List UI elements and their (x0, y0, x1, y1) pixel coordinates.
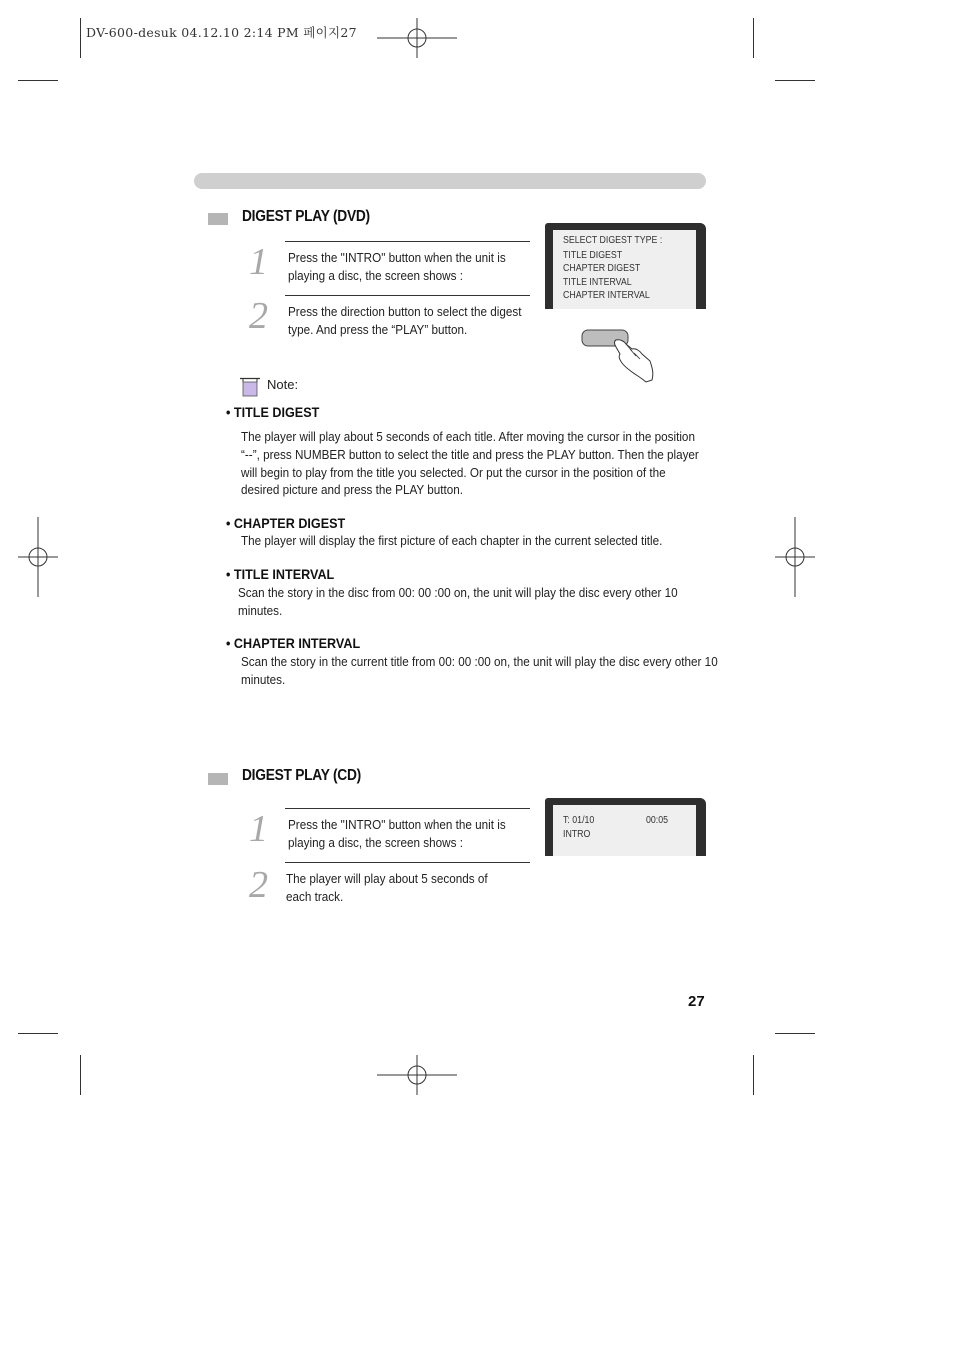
section-title-cd: DIGEST PLAY (CD) (242, 767, 361, 784)
osd-header: SELECT DIGEST TYPE : (563, 235, 663, 246)
step-number: 2 (249, 295, 268, 337)
note-icon (239, 377, 261, 398)
crop-mark (18, 1033, 58, 1034)
bullet-text: The player will play about 5 seconds of each title. After moving the cursor in the position “--”, press NUMBER button to select the title and press the PLAY button. Then the player will begin to play from the title you selected. Or put the cursor in the position of the desired picture and press the PLAY button. (241, 429, 699, 498)
crop-mark (753, 18, 754, 58)
osd-screen-dvd (545, 223, 706, 309)
osd-time: 00:05 (646, 815, 669, 826)
step-divider (285, 241, 530, 242)
registration-mark (775, 517, 815, 597)
registration-mark (18, 517, 58, 597)
step-number: 1 (249, 808, 268, 850)
registration-mark (377, 1055, 457, 1095)
step-number: 1 (249, 241, 268, 283)
bullet-heading: • TITLE INTERVAL (226, 566, 335, 582)
step-text: Press the direction button to select the digest type. And press the “PLAY” button. (288, 304, 522, 337)
top-bar (194, 173, 706, 189)
bullet-text: Scan the story in the current title from 00: 00 :00 on, the unit will play the disc every other 10 minutes. (241, 654, 718, 687)
crop-mark (753, 1055, 754, 1095)
step-text: The player will play about 5 seconds of each track. (286, 871, 488, 904)
bullet-heading: • CHAPTER INTERVAL (226, 635, 361, 651)
note-label: Note: (267, 377, 299, 392)
bullet-text: The player will display the first picture of each chapter in the current selected title. (241, 533, 663, 548)
step-text: Press the "INTRO" button when the unit is playing a disc, the screen shows : (288, 250, 506, 283)
crop-mark (18, 80, 58, 81)
step-text: Press the "INTRO" button when the unit is playing a disc, the screen shows : (288, 817, 506, 850)
crop-mark (80, 1055, 81, 1095)
bullet-heading: • CHAPTER DIGEST (226, 515, 346, 531)
bullet-text: Scan the story in the disc from 00: 00 :00 on, the unit will play the disc every other 10 minutes. (238, 585, 678, 618)
osd-item: TITLE DIGEST (563, 250, 623, 261)
registration-mark (377, 18, 457, 58)
hand-press-icon (580, 327, 660, 385)
page-number: 27 (688, 993, 705, 1010)
section-marker (208, 773, 228, 785)
osd-item: CHAPTER INTERVAL (563, 290, 650, 301)
crop-mark (80, 18, 81, 58)
bullet-heading: • TITLE DIGEST (226, 404, 320, 420)
osd-track: T: 01/10 (563, 815, 595, 826)
crop-mark (775, 80, 815, 81)
step-divider (285, 862, 530, 863)
crop-mark (775, 1033, 815, 1034)
osd-item: CHAPTER DIGEST (563, 263, 641, 274)
osd-mode: INTRO (563, 829, 591, 840)
step-divider (285, 808, 530, 809)
section-title-dvd: DIGEST PLAY (DVD) (242, 208, 370, 225)
osd-item: TITLE INTERVAL (563, 277, 632, 288)
step-number: 2 (249, 864, 268, 906)
osd-screen-cd (545, 798, 706, 856)
step-divider (285, 295, 530, 296)
print-header: DV-600-desuk 04.12.10 2:14 PM 페이지27 (86, 25, 357, 40)
section-marker (208, 213, 228, 225)
